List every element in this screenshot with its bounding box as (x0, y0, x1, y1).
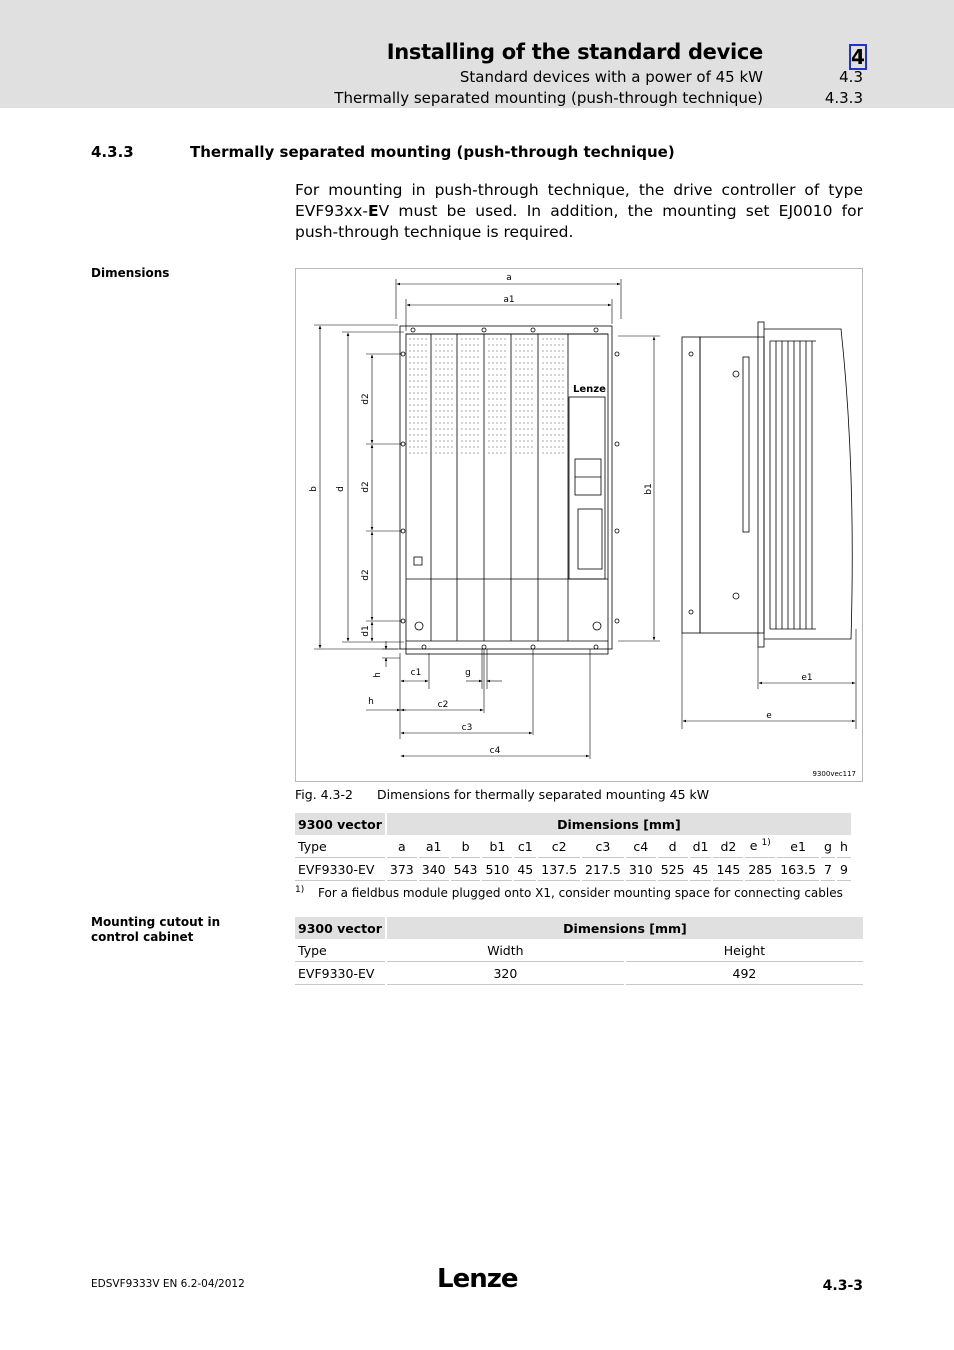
table-column-row (295, 835, 851, 858)
lenze-logo: Lenze (437, 1264, 518, 1294)
col-c4: c4 (626, 835, 656, 858)
col-a1: a1 (419, 835, 449, 858)
table-row (295, 962, 863, 985)
dimension-drawing (295, 268, 863, 782)
chapter-number[interactable]: 4 (849, 44, 867, 70)
cutout-width-label: Width (387, 939, 624, 962)
col-e1: e1 (777, 835, 819, 858)
footnote-mark: 1) (295, 885, 305, 895)
cell-e: 285 (745, 858, 775, 881)
intro-paragraph (295, 180, 863, 243)
table-row (295, 858, 851, 881)
cell-d1: 45 (690, 858, 712, 881)
dim-label-b: b (309, 486, 319, 492)
dim-label-h-vertical: h (373, 672, 383, 678)
col-c2: c2 (538, 835, 580, 858)
cell-e1: 163.5 (777, 858, 819, 881)
subchapter-number: 4.3 (839, 68, 863, 86)
dimension-drawing-svg (296, 269, 864, 783)
col-a: a (387, 835, 417, 858)
cell-c4: 310 (626, 858, 656, 881)
intro-text-bold: E (367, 202, 379, 220)
cutout-label: Mounting cutout in control cabinet (91, 915, 221, 944)
table-header-device: 9300 vector (295, 813, 385, 835)
col-e-footnote: 1) (761, 838, 771, 849)
cell-a1: 340 (419, 858, 449, 881)
page-header (0, 0, 954, 108)
dim-label-d2-3: d2 (361, 569, 371, 581)
dim-label-d2-1: d2 (361, 393, 371, 405)
table-type-label: Type (295, 835, 385, 858)
dim-label-d1: d1 (361, 625, 371, 637)
dim-label-d2-2: d2 (361, 481, 371, 493)
dim-label-h-horizontal: h (368, 697, 374, 707)
page-number: 4.3-3 (822, 1278, 863, 1294)
col-c1: c1 (514, 835, 536, 858)
row-type: EVF9330-EV (295, 858, 385, 881)
document-id: EDSVF9333V EN 6.2-04/2012 (91, 1278, 245, 1290)
dim-label-a1: a1 (503, 295, 515, 305)
subchapter-title: Standard devices with a power of 45 kW (459, 68, 763, 86)
dim-label-e1: e1 (801, 673, 813, 683)
cutout-width-value: 320 (387, 962, 624, 985)
intro-text-1: For mounting in push-through technique, the drive controller of type EVF93xx- (295, 181, 863, 220)
device-brand-label: Lenze (573, 384, 606, 395)
section-number-header: 4.3.3 (824, 89, 863, 107)
col-g: g (821, 835, 835, 858)
section-title-header: Thermally separated mounting (push-through technique) (334, 89, 763, 107)
cutout-header-device: 9300 vector (295, 917, 385, 939)
cell-d2: 145 (713, 858, 743, 881)
dim-label-b1: b1 (644, 483, 654, 495)
dim-label-c1: c1 (410, 668, 422, 678)
dim-label-e: e (766, 711, 772, 721)
section-number: 4.3.3 (91, 143, 134, 161)
dimensions-table (293, 813, 853, 881)
intro-text-2: V must be used. In addition, the mounting set EJ0010 for push-through technique is required. (295, 202, 863, 241)
cutout-header-dimensions: Dimensions [mm] (387, 917, 863, 939)
figure-caption-text: Dimensions for thermally separated mounting 45 kW (377, 787, 710, 802)
cell-c2: 137.5 (538, 858, 580, 881)
cell-g: 7 (821, 858, 835, 881)
footnote-text: For a fieldbus module plugged onto X1, consider mounting space for connecting cables (318, 886, 843, 900)
dim-label-g: g (465, 668, 471, 678)
cell-c1: 45 (514, 858, 536, 881)
section-title: Thermally separated mounting (push-through technique) (190, 143, 675, 161)
cell-a: 373 (387, 858, 417, 881)
dim-label-d: d (336, 486, 346, 492)
cutout-row-type: EVF9330-EV (295, 962, 385, 985)
cutout-type-label: Type (295, 939, 385, 962)
col-e (745, 835, 775, 858)
cell-h: 9 (837, 858, 851, 881)
col-b1: b1 (482, 835, 512, 858)
col-h: h (837, 835, 851, 858)
cell-b1: 510 (482, 858, 512, 881)
dimensions-label: Dimensions (91, 266, 170, 280)
cell-b: 543 (451, 858, 481, 881)
dim-label-c2: c2 (437, 700, 449, 710)
dim-label-c3: c3 (461, 723, 473, 733)
dim-label-c4: c4 (489, 746, 501, 756)
cutout-height-value: 492 (626, 962, 863, 985)
col-c3: c3 (582, 835, 624, 858)
cell-c3: 217.5 (582, 858, 624, 881)
chapter-title: Installing of the standard device (386, 40, 763, 64)
figure-id: 9300vec117 (812, 770, 856, 778)
dim-label-a: a (506, 273, 512, 283)
figure-caption-number: Fig. 4.3-2 (295, 787, 353, 802)
col-d1: d1 (690, 835, 712, 858)
cutout-table (293, 917, 865, 985)
cell-d: 525 (658, 858, 688, 881)
col-e-label: e (749, 838, 758, 854)
table-header-dimensions: Dimensions [mm] (387, 813, 851, 835)
col-b: b (451, 835, 481, 858)
cutout-height-label: Height (626, 939, 863, 962)
col-d2: d2 (713, 835, 743, 858)
col-d: d (658, 835, 688, 858)
